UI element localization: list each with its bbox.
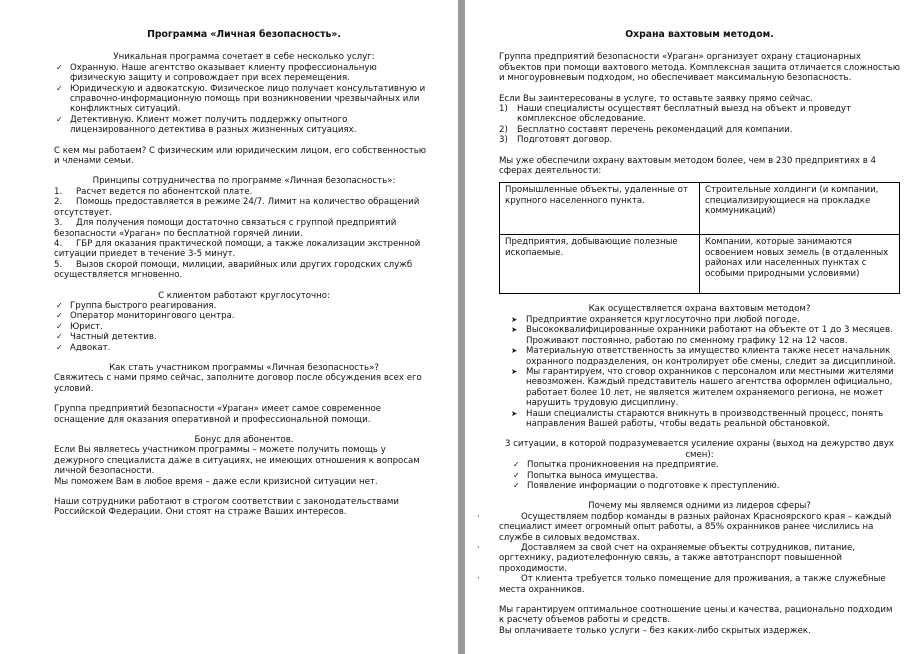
clients-list — [54, 301, 434, 353]
list-item: ✓ Юрист. — [54, 322, 434, 332]
bonus-heading: Бонус для абонентов. — [194, 435, 294, 445]
guarantee-paragraph: Мы гарантируем оптимальное соотношение цены и качества, рационально подходим к расчету объемов работы и средств. — [499, 605, 893, 626]
who-paragraph: С кем мы работаем? С физическим или юридическим лицом, его собственностью и членами семьи. — [54, 145, 427, 167]
equipment-paragraph: Группа предприятий безопасности «Ураган» имеет самое современное оснащение для оказания оперативной и профессиональной помощи. — [54, 404, 382, 425]
table-cell: Предприятия, добывающие полезные ископаемые. — [500, 235, 700, 294]
list-item: ➤ Наши специалисты стараются вникнуть в производственный процесс, понять направления Вашей работы, чтобы ведать реальной обстановкой. — [499, 409, 900, 430]
list-item: 2. Помощь предоставляется в режиме 24/7. Лимит на количество обращений отсутствует. — [54, 197, 420, 218]
join-paragraph: Свяжитесь с нами прямо сейчас, заполните договор после обсуждения всех его условий. — [54, 373, 422, 394]
list-item: 3) Подготовят договор. — [499, 135, 613, 146]
table-cell: Промышленные объекты, удаленные от крупного населенного пункта. — [500, 183, 700, 235]
list-item: · Осуществляем подбор команды в разных районах Красноярского края – каждый специалист имеет огромный опыт работы, а 85% охранников ранее числились на службе в силовых ведомствах. — [499, 512, 900, 543]
list-item: 1) Наши специалисты осуществят бесплатный выезд на объект и проведут комплексное обследование. — [499, 104, 852, 125]
services-list — [54, 63, 434, 136]
situations-heading: 3 ситуации, в которой подразумевается усиление охраны (выход на дежурство двух смен): — [504, 439, 894, 460]
list-item: 3. Для получения помощи достаточно связаться с группой предприятий безопасности «Ураган» по бесплатной горячей линии. — [54, 218, 397, 239]
table-row — [500, 183, 900, 235]
bonus-paragraph-2: Мы поможем Вам в любое время – даже если кризисной ситуации нет. — [54, 476, 378, 487]
list-item: 4. ГБР для оказания практической помощи, а также локализации экстренной ситуации приедет в течение 3-5 минут. — [54, 238, 421, 260]
how-list — [499, 315, 900, 429]
list-item: ✓ Адвокат. — [54, 343, 434, 353]
list-item: ✓ Попытка выноса имущества. — [511, 471, 900, 481]
experience-paragraph: Мы уже обеспечили охрану вахтовым методом более, чем в 230 предприятиях в 4 сферах деятельности: — [499, 155, 876, 177]
intro-paragraph: Группа предприятий безопасности «Ураган» организует охрану стационарных объектов при помощи вахтового метода. Комплексная защита отличается сложностью и многоуровневым подходом, но обеспечивает максимальную безопасность. — [499, 52, 900, 84]
left-page-title: Программа «Личная безопасность». — [147, 29, 341, 40]
list-item: ➤ Мы гарантируем, что сговор охранников с персоналом или местными жителями невозможен. Каждый представитель нашего агентства оформлен официально, работает более 10 лет, не является жителем охраняемого региона, не может нарушить трудовую дисциплину. — [499, 367, 900, 409]
list-item: ✓ Охранную. Наше агентство оказывает клиенту профессиональную физическую защиту и сопровождает при всех перемещения. — [54, 63, 434, 84]
list-item: ✓ Группа быстрого реагирования. — [54, 301, 434, 311]
list-item: ➤ Высококвалифицированные охранники работают на объекте от 1 до 3 месяцев. Проживают постоянно, работаю по сменному графику 12 на 12 часов. — [499, 325, 900, 346]
right-page — [465, 0, 920, 654]
list-item: ✓ Детективную. Клиент может получить поддержку опытного лицензированного детектива в разных жизненных ситуациях. — [54, 115, 434, 136]
list-item: ✓ Юридическую и адвокатскую. Физическое лицо получает консультативную и справочно-информационную помощь при возникновении чрезвычайных или конфликтных ситуаций. — [54, 84, 434, 115]
list-item: · Доставляем за свой счет на охраняемые объекты сотрудников, питание, оргтехнику, радиотелефонную связь, а также автотранспорт повышенной проходимости. — [499, 543, 900, 574]
pay-paragraph: Вы оплачиваете только услуги – без каких-либо скрытых издержек. — [499, 625, 811, 636]
steps-list — [499, 104, 900, 146]
why-heading: Почему мы являемся одними из лидеров сферы? — [588, 501, 811, 512]
join-heading: Как стать участником программы «Личная безопасность»? — [109, 362, 379, 373]
table-cell: Компании, которые занимаются освоением новых земель (в отдаленных районах или населенных пунктах с особыми природными условиями) — [700, 235, 900, 294]
services-intro: Уникальная программа сочетает в себе несколько услуг: — [113, 52, 375, 63]
table-row — [500, 235, 900, 294]
list-item: 2) Бесплатно составят перечень рекомендаций для компании. — [499, 124, 793, 135]
principles-list — [54, 187, 434, 281]
list-item: 5. Вызов скорой помощи, милиции, аварийных или других городских служб осуществляется мгновенно. — [54, 259, 413, 281]
how-heading: Как осуществляется охрана вахтовым методом? — [588, 304, 811, 315]
list-item: ✓ Оператор мониторингового центра. — [54, 311, 434, 321]
list-item: ➤ Предприятие охраняется круглосуточно при любой погоде. — [499, 315, 900, 325]
left-page — [0, 0, 458, 654]
law-paragraph: Наши сотрудники работают в строгом соответствии с законодательствами Российской Федерации. Они стоят на страже Ваших интересов. — [54, 497, 399, 518]
bonus-paragraph: Если Вы являетесь участником программы – можете получить помощь у дежурного специалиста даже в ситуациях, не имеющих отношения к вопросам личной безопасности. — [54, 445, 420, 477]
clients-heading: С клиентом работают круглосуточно: — [158, 290, 330, 301]
table-cell: Строительные холдинги (и компании, специализирующиеся на прокладке коммуникаций) — [700, 183, 900, 235]
list-item: 1. Расчет ведется по абонентской плате. — [54, 186, 253, 197]
right-page-title: Охрана вахтовым методом. — [625, 29, 774, 40]
list-item: · От клиента требуется только помещение для проживания, а также служебные места охранников. — [499, 574, 900, 595]
list-item: ➤ Материальную ответственность за имущество клиента также несет начальник охранного подразделения, он контролирует обе смены, следит за дисциплиной. — [499, 346, 900, 367]
spheres-table — [499, 182, 900, 294]
situations-list — [499, 460, 900, 491]
list-item: ✓ Попытка проникновения на предприятие. — [511, 460, 900, 470]
principles-heading: Принципы сотрудничества по программе «Личная безопасность»: — [92, 176, 396, 187]
why-list — [499, 512, 900, 595]
apply-paragraph: Если Вы заинтересованы в услуге, то оставьте заявку прямо сейчас. — [499, 93, 813, 104]
list-item: ✓ Частный детектив. — [54, 332, 434, 342]
list-item: ✓ Появление информации о подготовке к преступлению. — [511, 481, 900, 491]
